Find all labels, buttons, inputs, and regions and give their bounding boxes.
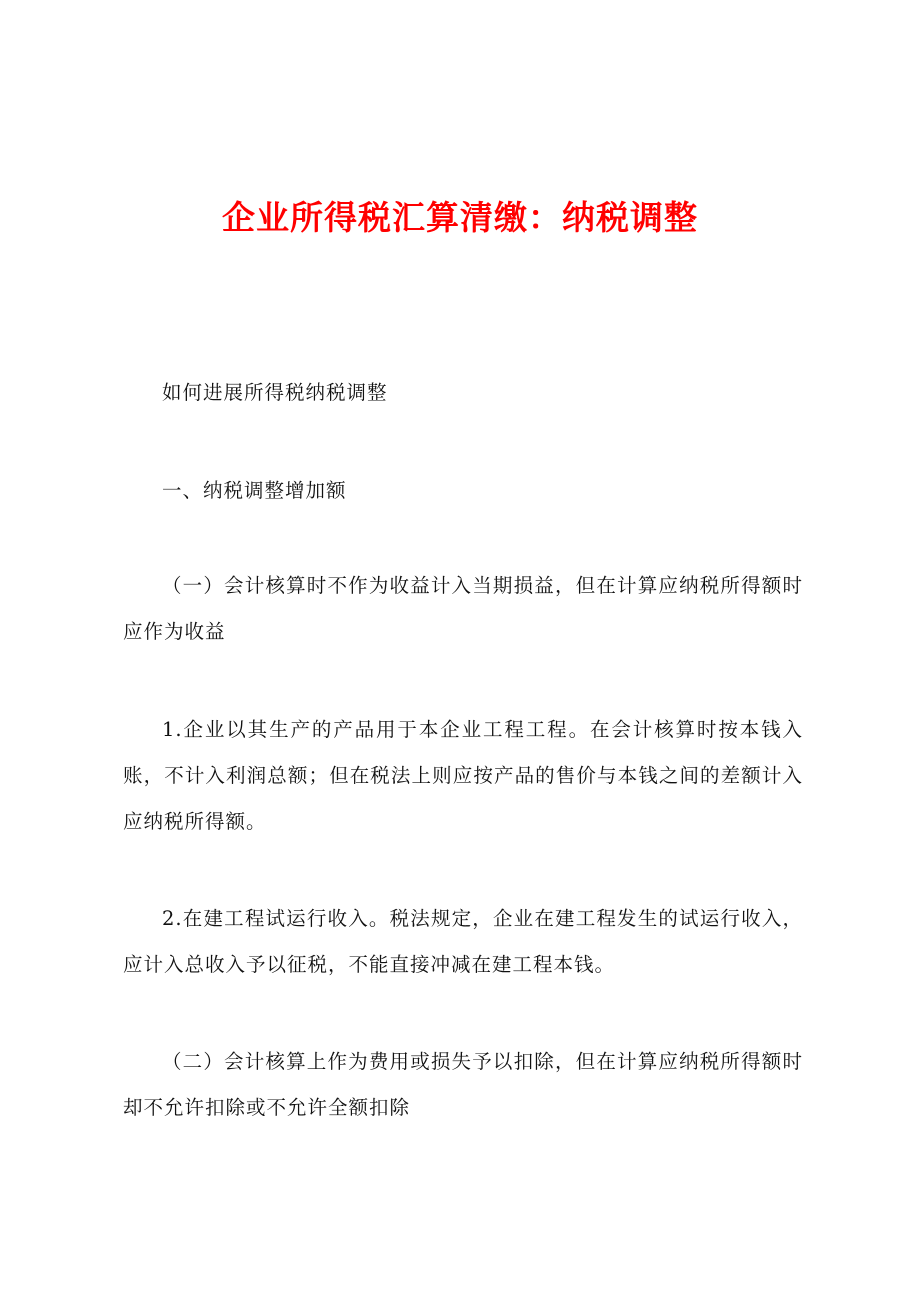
subsection-heading-2: （二）会计核算上作为费用或损失予以扣除，但在计算应纳税所得额时却不允许扣除或不允许全额扣除 <box>123 1050 803 1119</box>
section-heading-how-to-adjust: 如何进展所得税纳税调整 <box>162 381 388 404</box>
body-paragraph-item-1: 1.企业以其生产的产品用于本企业工程工程。在会计核算时按本钱入账，不计入利润总额；但在税法上则应按产品的售价与本钱之间的差额计入应纳税所得额。 <box>123 718 803 833</box>
section-heading-increase-amount: 一、纳税调整增加额 <box>162 479 347 502</box>
subsection-heading-1: （一）会计核算时不作为收益计入当期损益，但在计算应纳税所得额时应作为收益 <box>123 574 803 643</box>
body-paragraph-item-2: 2.在建工程试运行收入。税法规定，企业在建工程发生的试运行收入，应计入总收入予以征税，不能直接冲减在建工程本钱。 <box>123 907 803 976</box>
document-title: 企业所得税汇算清缴：纳税调整 <box>222 198 698 237</box>
